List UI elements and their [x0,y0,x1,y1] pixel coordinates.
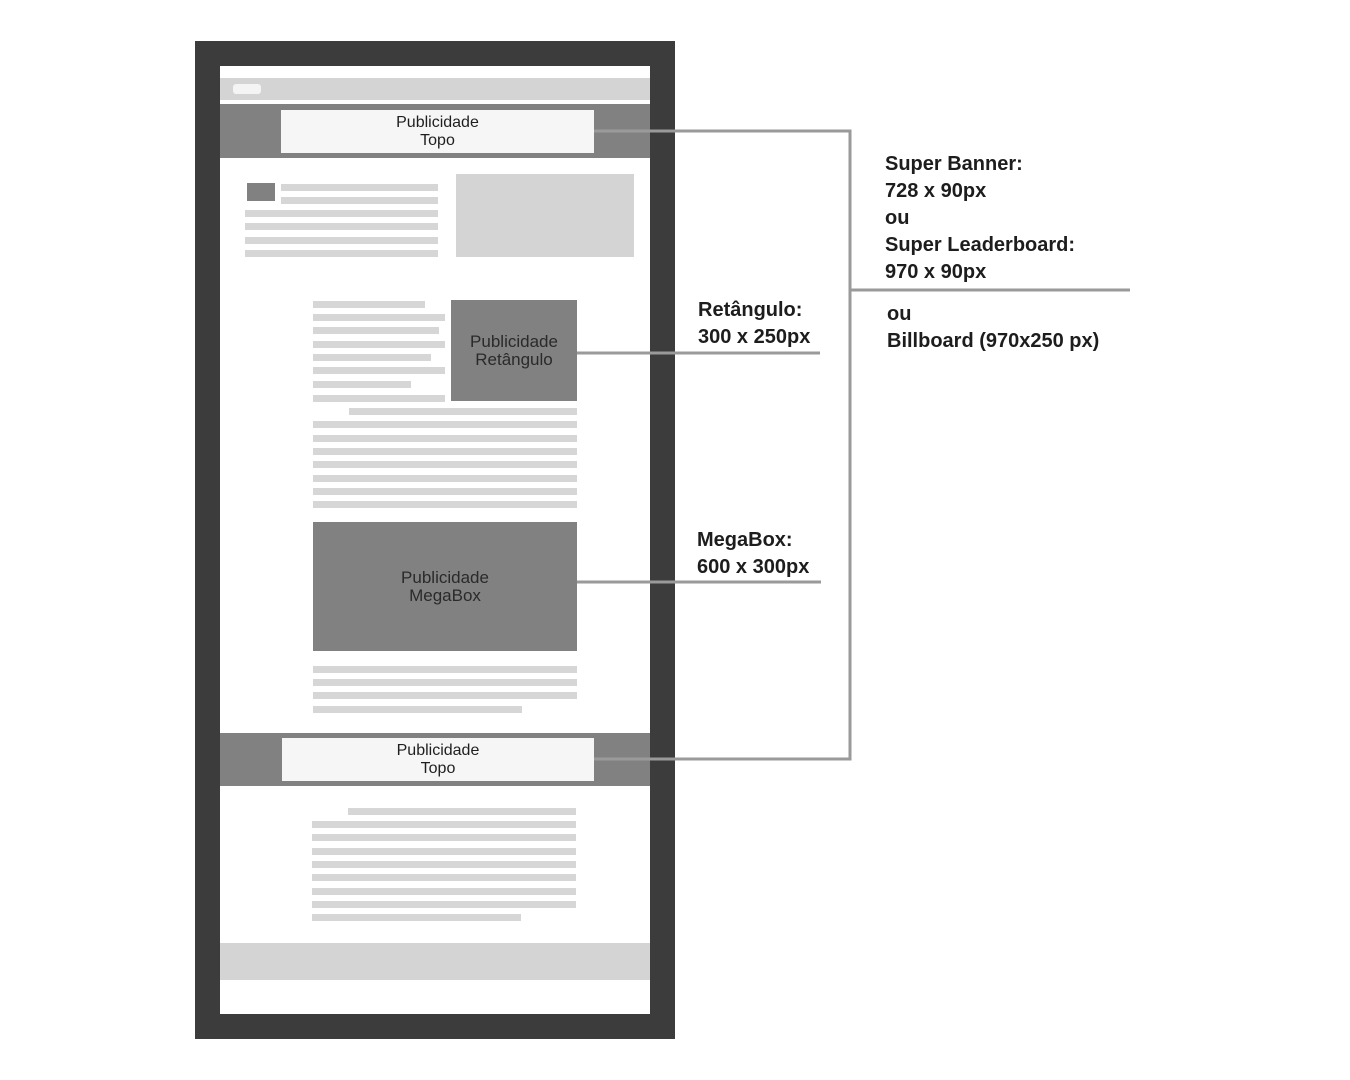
megabox-ad-label-1: Publicidade [401,567,489,587]
billboard-size: Billboard (970x250 px) [887,330,1100,352]
billboard-callout [887,301,1099,355]
super-banner-or-1: ou [885,207,910,229]
billboard-or: ou [887,303,912,325]
super-leaderboard-size: 970 x 90px [885,261,987,283]
megabox-title: MegaBox: [697,529,793,551]
retangulo-title: Retângulo: [698,299,803,321]
bottom-ad-label-1: Publicidade [396,741,480,759]
super-leaderboard-title: Super Leaderboard: [885,234,1076,256]
rectangle-ad-label-2: Retângulo [475,349,553,369]
super-banner-callout [885,151,1075,286]
super-banner-title: Super Banner: [885,153,1023,175]
retangulo-size: 300 x 250px [698,326,811,348]
megabox-ad-label-2: MegaBox [409,585,481,605]
megabox-size: 600 x 300px [697,556,810,578]
megabox-callout [697,527,809,581]
top-ad-connector [594,131,850,759]
retangulo-callout [698,297,810,351]
super-banner-size: 728 x 90px [885,180,987,202]
top-ad-label-1: Publicidade [396,113,479,131]
rectangle-ad-label-1: Publicidade [470,331,558,351]
bottom-ad-label-2: Topo [420,759,456,777]
top-ad-label-2: Topo [420,131,455,149]
